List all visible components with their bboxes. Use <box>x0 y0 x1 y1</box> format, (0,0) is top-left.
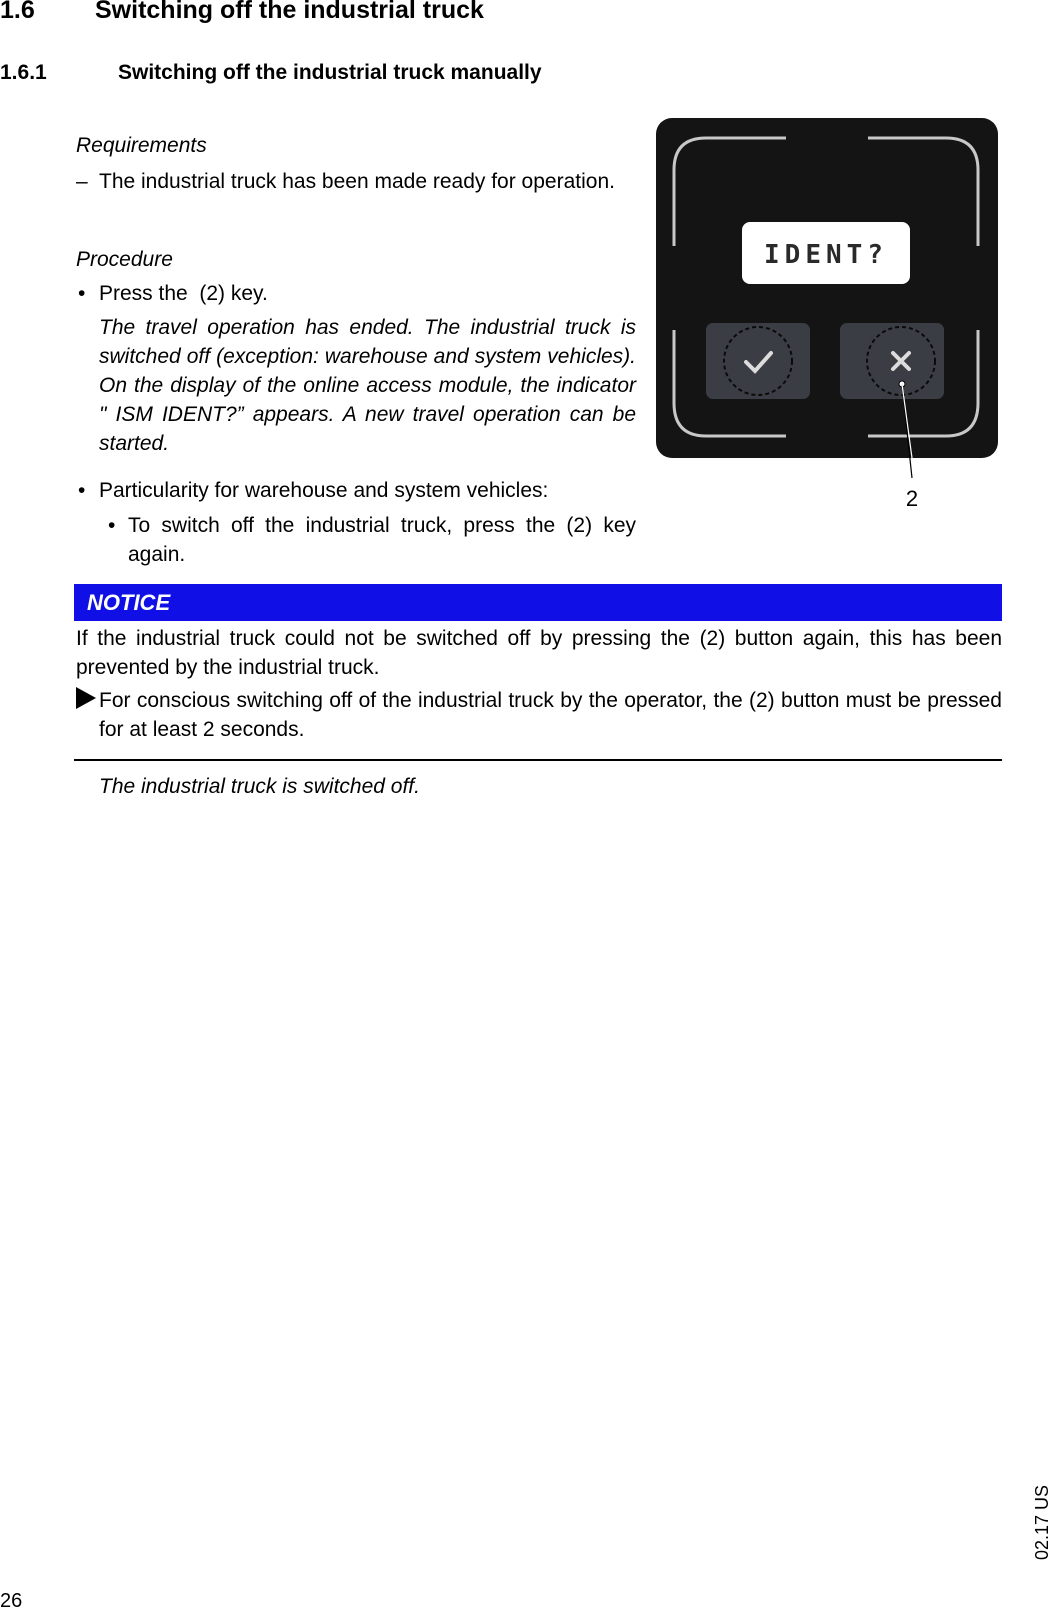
edition-label: 02.17 US <box>1032 1484 1052 1560</box>
cancel-key[interactable] <box>840 323 944 399</box>
bullet: • <box>78 479 86 502</box>
bullet: • <box>78 282 86 305</box>
procedure-step-1: Press the (2) key. <box>99 282 268 305</box>
access-module-figure <box>656 118 998 511</box>
procedure-step-2-sub: To switch off the industrial truck, press the (2) key again. <box>128 514 636 566</box>
confirm-key[interactable] <box>706 323 810 399</box>
section-heading <box>0 0 484 25</box>
display-text: IDENT? <box>764 240 888 270</box>
notice-text: If the industrial truck could not be switched off by pressing the (2) button again, this has been prevented by the industrial truck. <box>76 627 1002 679</box>
action-arrow-icon <box>76 687 96 709</box>
procedure-heading: Procedure <box>76 248 173 271</box>
procedure-step-1-result: The travel operation has ended. The industrial truck is switched off (exception: warehouse and system vehicles). On the display of the online access module, the indicator " ISM IDENT?” appears. A new travel operation can be started. <box>99 316 636 455</box>
subsection-title: Switching off the industrial truck manually <box>118 61 542 84</box>
notice-end-rule <box>74 759 1002 761</box>
subsection-number: 1.6.1 <box>0 61 47 84</box>
section-number: 1.6 <box>0 0 35 24</box>
requirements-item: The industrial truck has been made ready for operation. <box>99 170 615 193</box>
subsection-heading <box>0 61 542 85</box>
procedure-result: The industrial truck is switched off. <box>99 775 420 798</box>
callout-number: 2 <box>905 486 919 511</box>
sub-bullet: • <box>108 514 116 537</box>
notice-action: For conscious switching off of the industrial truck by the operator, the (2) button must be pressed for at least 2 seconds. <box>99 689 1002 741</box>
access-module-panel <box>656 118 998 458</box>
procedure-step-2: Particularity for warehouse and system vehicles: <box>99 479 549 502</box>
page-number: 26 <box>0 1590 23 1612</box>
requirements-dash: – <box>76 170 88 193</box>
notice-banner: NOTICE <box>74 584 1002 621</box>
section-title: Switching off the industrial truck <box>95 0 484 24</box>
requirements-heading: Requirements <box>76 134 207 157</box>
